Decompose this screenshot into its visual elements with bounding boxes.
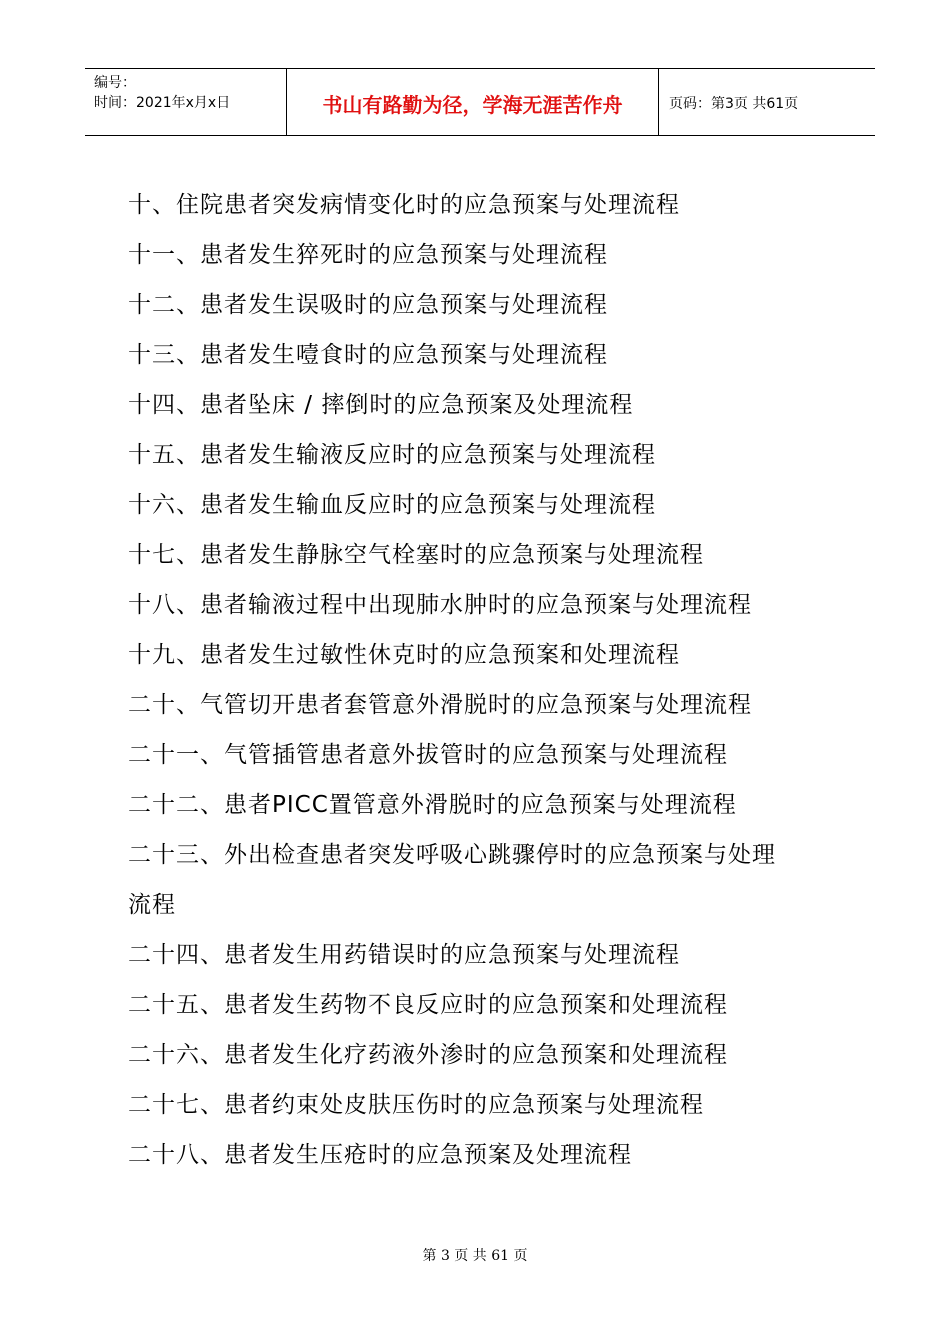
toc-item: 十五、患者发生输液反应时的应急预案与处理流程 [128,442,656,468]
document-number-label: 编号： [94,75,136,91]
toc-item: 十四、患者坠床 / 摔倒时的应急预案及处理流程 [128,392,634,418]
header-motto: 书山有路勤为径，学海无涯苦作舟 [286,69,659,136]
toc-item: 二十五、患者发生药物不良反应时的应急预案和处理流程 [128,992,728,1018]
toc-item: 十三、患者发生噎食时的应急预案与处理流程 [128,342,608,368]
document-time: 时间：2021年x月x日 [94,95,231,111]
header-meta [85,69,286,136]
toc-item: 十六、患者发生输血反应时的应急预案与处理流程 [128,492,656,518]
page-header [85,68,875,136]
toc-item: 十七、患者发生静脉空气栓塞时的应急预案与处理流程 [128,542,704,568]
page-footer: 第 3 页 共 61 页 [422,1248,528,1264]
toc-item: 十、住院患者突发病情变化时的应急预案与处理流程 [128,192,680,218]
toc-item: 二十八、患者发生压疮时的应急预案及处理流程 [128,1142,632,1168]
toc-item: 十一、患者发生猝死时的应急预案与处理流程 [128,242,608,268]
toc-item: 二十四、患者发生用药错误时的应急预案与处理流程 [128,942,680,968]
toc-item: 二十三、外出检查患者突发呼吸心跳骤停时的应急预案与处理 [128,842,776,868]
toc-item: 十二、患者发生误吸时的应急预案与处理流程 [128,292,608,318]
toc-item-continuation: 流程 [128,892,176,918]
toc-item: 二十一、气管插管患者意外拔管时的应急预案与处理流程 [128,742,728,768]
toc-item: 十九、患者发生过敏性休克时的应急预案和处理流程 [128,642,680,668]
toc-item: 二十七、患者约束处皮肤压伤时的应急预案与处理流程 [128,1092,704,1118]
toc-item: 二十二、患者PICC置管意外滑脱时的应急预案与处理流程 [128,792,737,818]
toc-item: 二十、气管切开患者套管意外滑脱时的应急预案与处理流程 [128,692,752,718]
toc-item: 二十六、患者发生化疗药液外渗时的应急预案和处理流程 [128,1042,728,1068]
toc-item: 十八、患者输液过程中出现肺水肿时的应急预案与处理流程 [128,592,752,618]
table-of-contents [128,180,848,1180]
header-page-info: 页码：第3页 共61页 [669,95,799,112]
